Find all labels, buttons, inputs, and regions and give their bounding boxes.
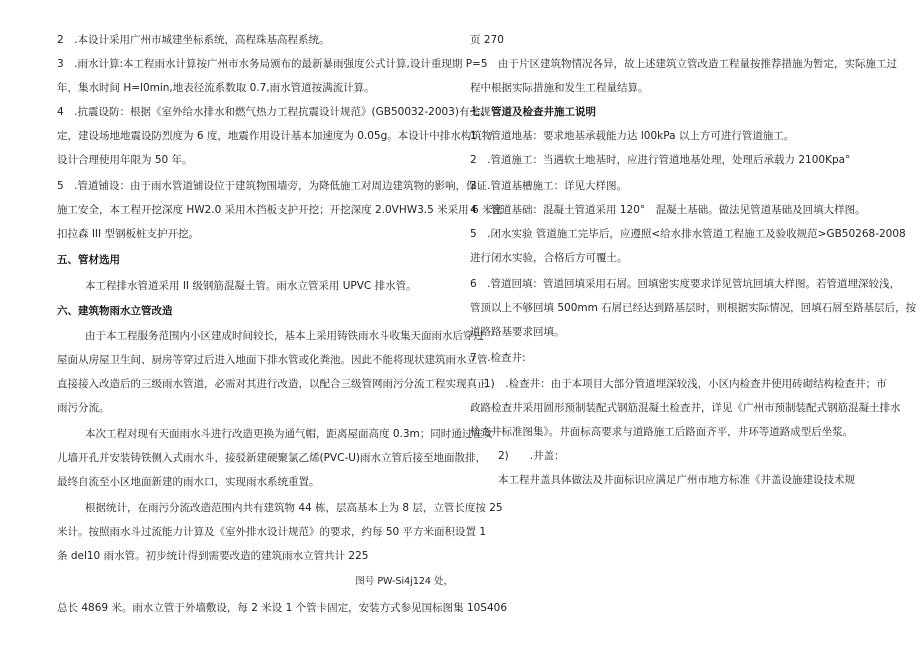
- section-heading: 六、建筑物雨水立管改造: [57, 305, 173, 317]
- text-line: 施工安全，本工程开挖深度 HW2.0 采用木挡板支护开挖；开挖深度 2.0VHW3.5 米采用 6 米密: [57, 204, 504, 216]
- text-line: 2) .井盖：: [498, 450, 565, 462]
- text-line: 3 .雨水计算:本工程雨水计算按广州市水务局颁布的最新暴雨强度公式计算,设计重现期 P=5: [57, 58, 488, 70]
- text-line: 儿墙开孔并安装铸铁侧入式雨水斗，接驳新建硬聚氯乙烯(PVC-U)雨水立管后接至地面散排，: [57, 452, 487, 464]
- text-line: 直接接入改造后的三级雨水管道，必需对其进行改造，以配合三级管网雨污分流工程实现真正: [57, 378, 488, 390]
- text-line: 3 .管道基槽施工：详见大样图。: [470, 180, 628, 192]
- text-line: 检查井标准图集》。井面标高要求与道路施工后路面齐平，井环等道路成型后坐浆。: [470, 426, 854, 438]
- text-line: 1) .检查井：由于本项目大部分管道埋深较浅，小区内检查井使用砖砌结构检查井；市: [484, 378, 887, 390]
- section-heading: 七、管道及检查井施工说明: [470, 106, 596, 118]
- text-line: 由于片区建筑物情况各异，故上述建筑立管改造工程量按推荐措施为暂定，实际施工过: [498, 58, 897, 70]
- text-line: 最终自流至小区地面新建的雨水口，实现雨水系统重置。: [57, 476, 320, 488]
- text-line: 1 .管道地基：要求地基承载能力达 l00kPa 以上方可进行管道施工。: [470, 130, 795, 142]
- text-line: 管顶以上不够回填 500mm 石屑已经达到路基层时，则根据实际情况，回填石屑至路基层后，按: [470, 302, 917, 314]
- text-line: 雨污分流。: [57, 402, 110, 414]
- text-line: 页 270: [470, 34, 504, 46]
- text-line: 4 .抗震设防：根据《室外给水排水和燃气热力工程抗震设计规范》(GB50032-2003)有关规: [57, 106, 491, 118]
- text-line: 定，建设场地地震设防烈度为 6 度，地震作用设计基本加速度为 0.05g。本设计中排水构筑物: [57, 130, 493, 142]
- text-line: 本工程排水管道采用 II 级钢筋混凝土管。雨水立管采用 UPVC 排水管。: [85, 280, 417, 292]
- text-line: 由于本工程服务范围内小区建成时间较长，基本上采用铸铁雨水斗收集天面雨水后穿过: [85, 330, 484, 342]
- text-line: 设计合理使用年限为 50 年。: [57, 154, 193, 166]
- text-line: 根据统计，在雨污分流改造范围内共有建筑物 44 栋，层高基本上为 8 层，立管长度按 25: [85, 502, 503, 514]
- text-line: 进行闭水实验，合格后方可覆土。: [470, 252, 628, 264]
- text-line: 2 .管道施工：当遇软土地基时，应进行管道地基处理，处理后承载力 2100Kpa°: [470, 154, 851, 166]
- drawing-number-ref: 图号 PW-Si4j124 处，: [355, 576, 453, 587]
- text-line: 4 .管道基础：混凝土管道采用 120° 混凝土基础。做法见管道基础及回填大样图。: [470, 204, 866, 216]
- text-line: 道路路基要求回填。: [470, 326, 565, 338]
- text-line: 米计。按照雨水斗过流能力计算及《室外排水设计规范》的要求，约每 50 平方米面积设置 1: [57, 526, 487, 538]
- text-line: 年，集水时间 H=l0min,地表径流系数取 0.7,雨水管道按满流计算。: [57, 82, 375, 94]
- text-line: 屋面从房屋卫生间、厨房等穿过后进入地面下排水管或化粪池。因此不能将现状建筑雨水立管: [57, 354, 488, 366]
- text-line: 政路检查井采用圆形预制装配式钢筋混凝土检查井，详见《广州市预制装配式钢筋混凝土排水: [470, 402, 901, 414]
- text-line: 6 .管道回填：管道回填采用石屑。回填密实度要求详见管坑回填大样图。若管道埋深较浅，: [470, 278, 901, 290]
- text-line: 2 .本设计采用广州市城建坐标系统，高程珠基高程系统。: [57, 34, 330, 46]
- text-line: 总长 4869 米。雨水立管于外墙敷设，每 2 米设 1 个管卡固定，安装方式参见国标图集 10S406: [57, 602, 508, 614]
- text-line: 扣拉森 III 型钢板桩支护开挖。: [57, 228, 199, 240]
- text-line: 条 del10 雨水管。初步统计得到需要改造的建筑雨水立管共计 225: [57, 550, 369, 562]
- text-line: 5 .闭水实验 管道施工完毕后，应遵照<给水排水管道工程施工及验收规范>GB50268-2008: [470, 228, 906, 240]
- text-line: 程中根据实际措施和发生工程量结算。: [470, 82, 649, 94]
- text-line: 5 .管道铺设：由于雨水管道铺设位于建筑物围墙旁，为降低施工对周边建筑物的影响，保证: [57, 180, 488, 192]
- text-line: 本工程井盖具体做法及井面标识应满足广州市地方标准《井盖设施建设技术规: [498, 474, 855, 486]
- text-line: 7 .检查井:: [470, 352, 526, 364]
- text-line: 本次工程对现有天面雨水斗进行改造更换为通气帽，距离屋面高度 0.3m；同时通过在女: [85, 428, 494, 440]
- section-heading: 五、管材选用: [57, 254, 120, 266]
